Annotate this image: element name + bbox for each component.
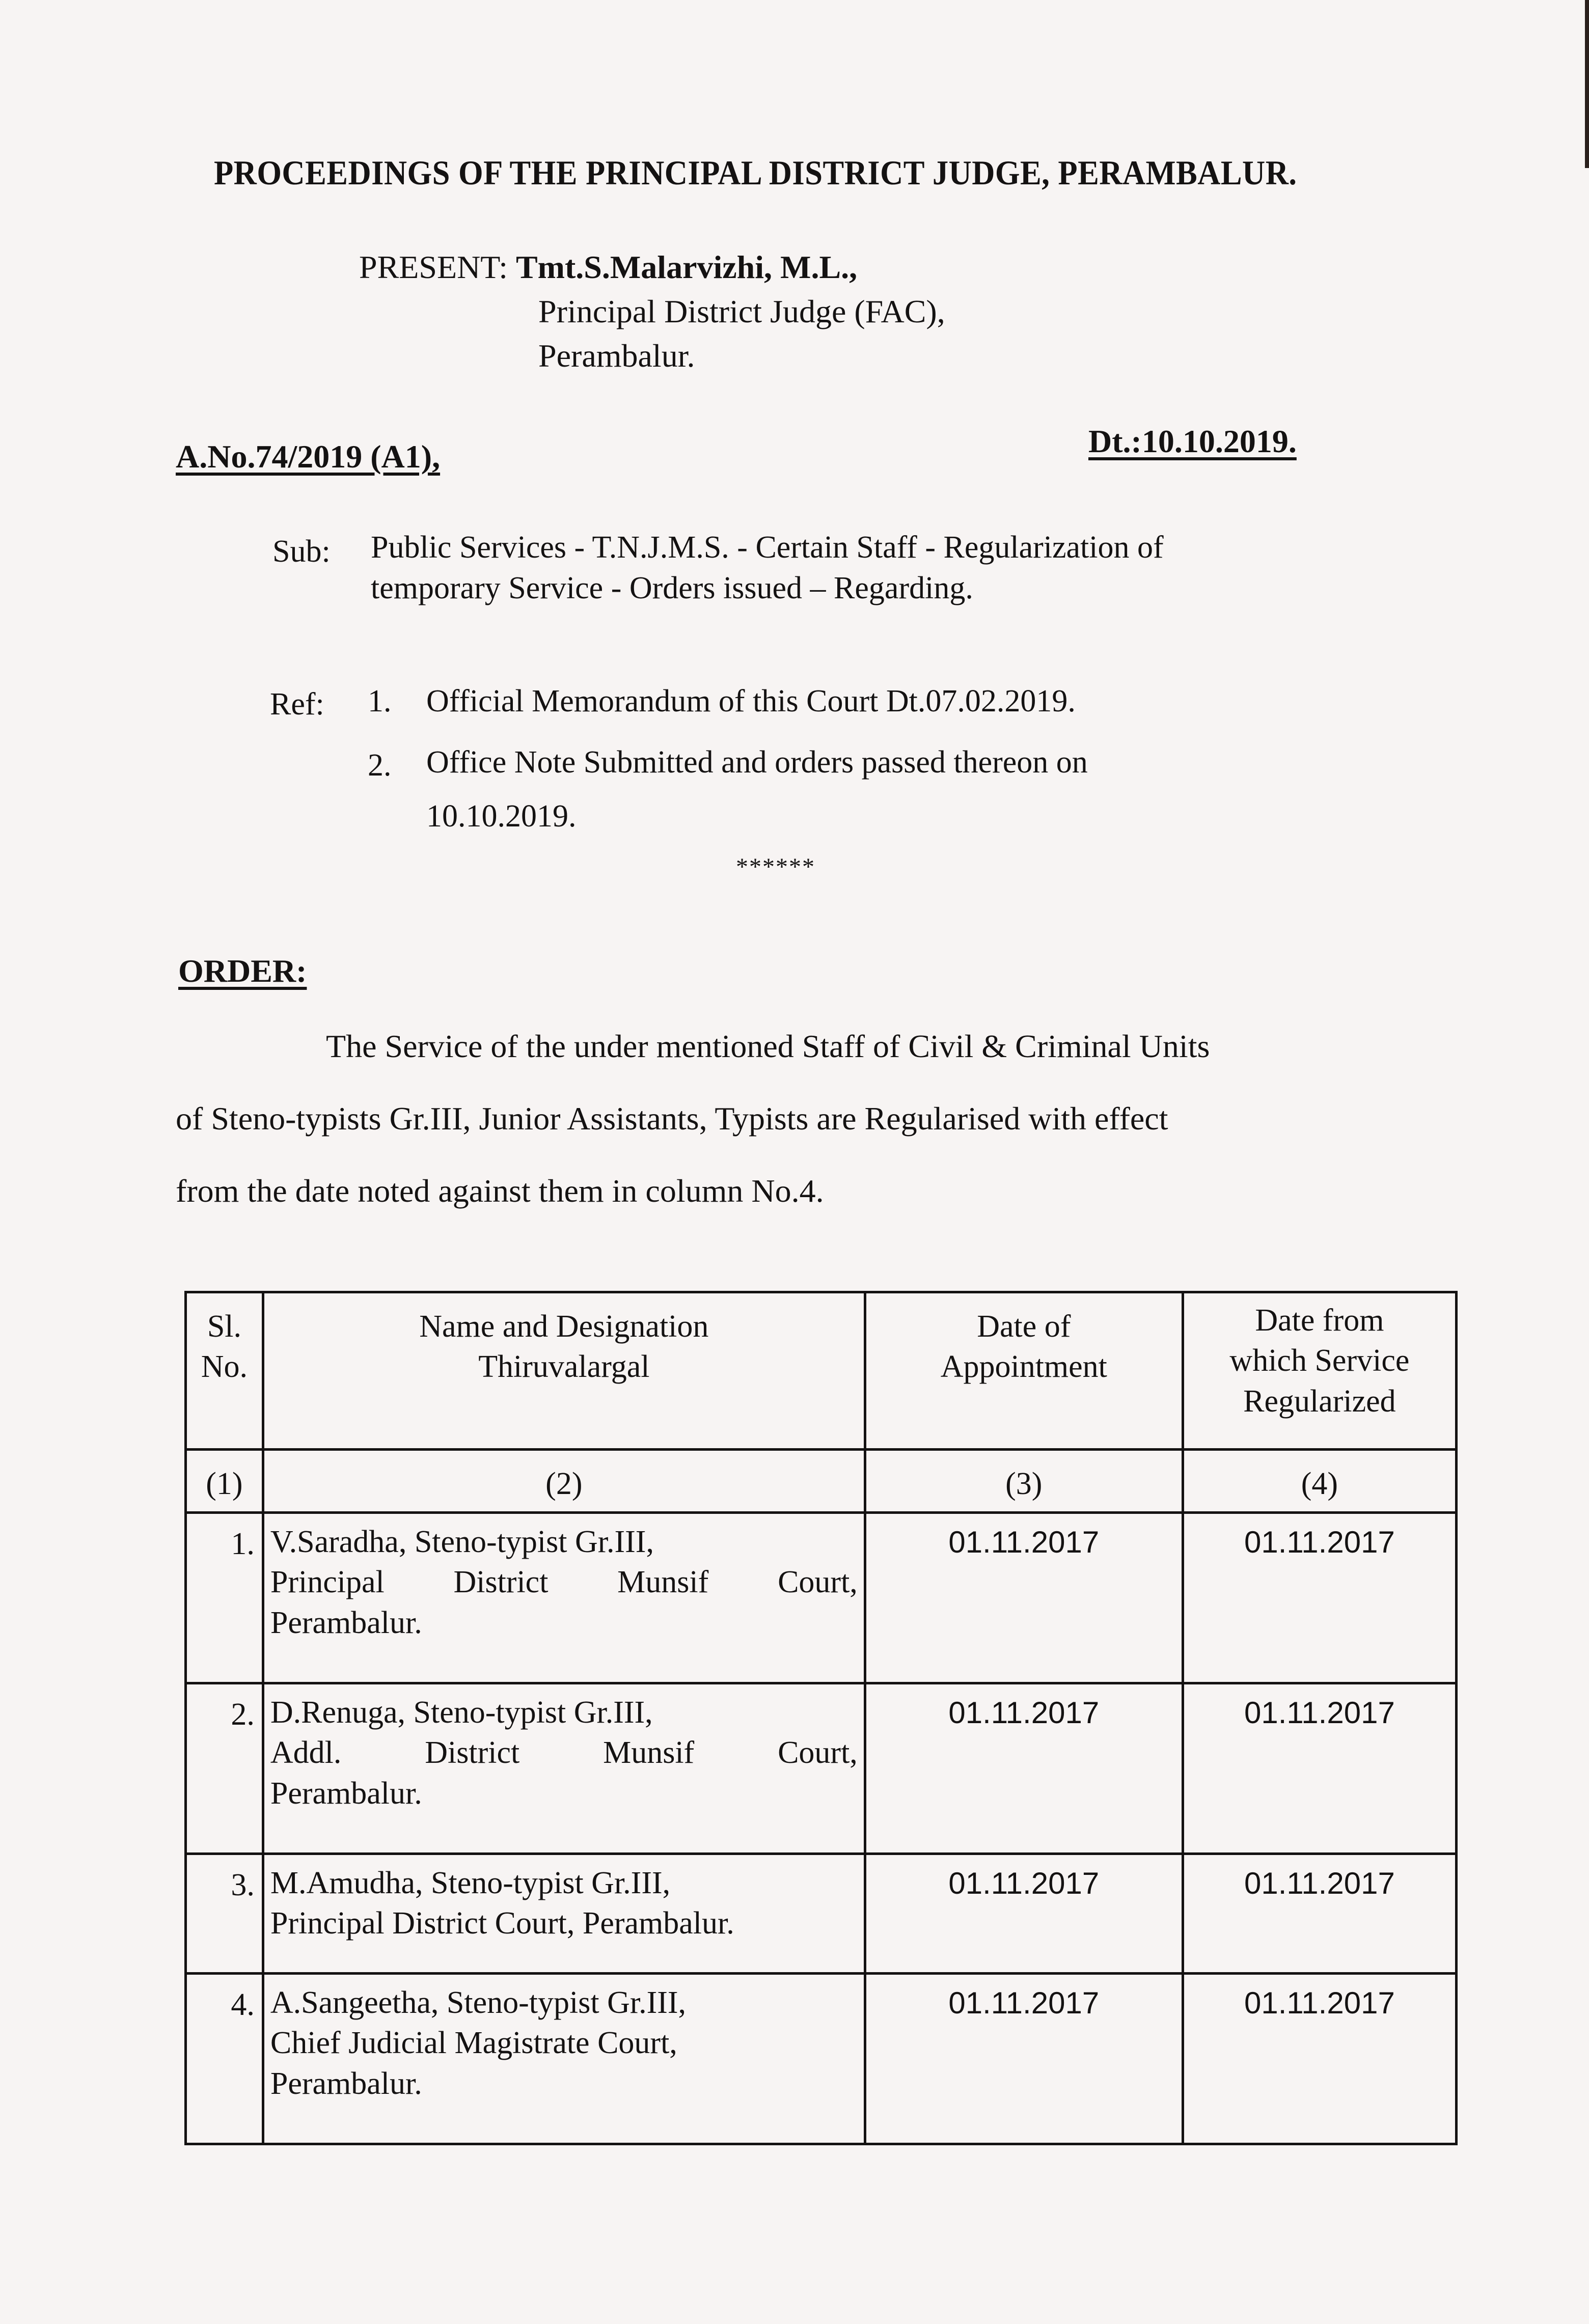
judge-name: Tmt.S.Malarvizhi, M.L., bbox=[515, 249, 858, 285]
table-row bbox=[186, 1974, 1457, 2144]
judge-place: Perambalur. bbox=[538, 338, 695, 374]
ref-1-text: Official Memorandum of this Court Dt.07.02.2019. bbox=[426, 684, 1076, 718]
serial-number: 1. bbox=[186, 1513, 263, 1683]
scan-page-edge bbox=[1585, 0, 1589, 168]
header-date-regularized: Date from which Service Regularized bbox=[1183, 1292, 1456, 1450]
header-date-of-appointment: Date of Appointment bbox=[865, 1292, 1183, 1450]
subject-line-2: temporary Service - Orders issued – Regarding. bbox=[371, 571, 973, 605]
staff-name-designation: A.Sangeetha, Steno-typist Gr.III, Chief Judicial Magistrate Court, Perambalur. bbox=[263, 1974, 865, 2144]
serial-number: 3. bbox=[186, 1854, 263, 1974]
ref-label: Ref: bbox=[270, 687, 324, 722]
column-number: (1) bbox=[186, 1450, 263, 1513]
present-label: PRESENT: bbox=[359, 249, 508, 285]
order-paragraph-line-2: of Steno-typists Gr.III, Junior Assistants, Typists are Regularised with effect bbox=[176, 1100, 1168, 1137]
separator-stars: ****** bbox=[736, 853, 815, 880]
order-paragraph-line-3: from the date noted against them in column No.4. bbox=[176, 1173, 824, 1209]
ref-1-num: 1. bbox=[368, 684, 392, 718]
subject-label: Sub: bbox=[272, 534, 331, 569]
ref-2-text-cont: 10.10.2019. bbox=[426, 799, 577, 834]
date-of-appointment: 01.11.2017 bbox=[865, 1854, 1183, 1974]
order-date: Dt.:10.10.2019. bbox=[1088, 423, 1297, 459]
staff-name-designation: M.Amudha, Steno-typist Gr.III, Principal District Court, Perambalur. bbox=[263, 1854, 865, 1974]
column-number-row bbox=[186, 1450, 1457, 1513]
header-name-designation: Name and Designation Thiruvalargal bbox=[263, 1292, 865, 1450]
ref-2-num: 2. bbox=[368, 748, 392, 783]
page-title: PROCEEDINGS OF THE PRINCIPAL DISTRICT JUDGE, PERAMBALUR. bbox=[214, 153, 1297, 192]
table-row bbox=[186, 1683, 1457, 1854]
staff-regularization-table bbox=[184, 1291, 1458, 2145]
date-regularized: 01.11.2017 bbox=[1183, 1854, 1456, 1974]
serial-number: 4. bbox=[186, 1974, 263, 2144]
date-of-appointment: 01.11.2017 bbox=[865, 1974, 1183, 2144]
header-sl-no: Sl. No. bbox=[186, 1292, 263, 1450]
date-of-appointment: 01.11.2017 bbox=[865, 1683, 1183, 1854]
staff-name-designation: V.Saradha, Steno-typist Gr.III, Principal District Munsif Court, Perambalur. bbox=[263, 1513, 865, 1683]
date-of-appointment: 01.11.2017 bbox=[865, 1513, 1183, 1683]
judge-designation: Principal District Judge (FAC), bbox=[538, 293, 945, 329]
order-paragraph-line-1: The Service of the under mentioned Staff of Civil & Criminal Units bbox=[326, 1028, 1210, 1064]
subject-line-1: Public Services - T.N.J.M.S. - Certain Staff - Regularization of bbox=[371, 530, 1164, 565]
table-header-row bbox=[186, 1292, 1457, 1450]
reference-number: A.No.74/2019 (A1), bbox=[176, 438, 441, 475]
date-regularized: 01.11.2017 bbox=[1183, 1974, 1456, 2144]
column-number: (2) bbox=[263, 1450, 865, 1513]
table-row bbox=[186, 1513, 1457, 1683]
present-line bbox=[359, 248, 857, 286]
serial-number: 2. bbox=[186, 1683, 263, 1854]
ref-2-text: Office Note Submitted and orders passed thereon on bbox=[426, 745, 1088, 780]
column-number: (3) bbox=[865, 1450, 1183, 1513]
date-regularized: 01.11.2017 bbox=[1183, 1513, 1456, 1683]
date-regularized: 01.11.2017 bbox=[1183, 1683, 1456, 1854]
table-row bbox=[186, 1854, 1457, 1974]
staff-name-designation: D.Renuga, Steno-typist Gr.III, Addl. District Munsif Court, Perambalur. bbox=[263, 1683, 865, 1854]
column-number: (4) bbox=[1183, 1450, 1456, 1513]
order-heading: ORDER: bbox=[178, 953, 307, 989]
